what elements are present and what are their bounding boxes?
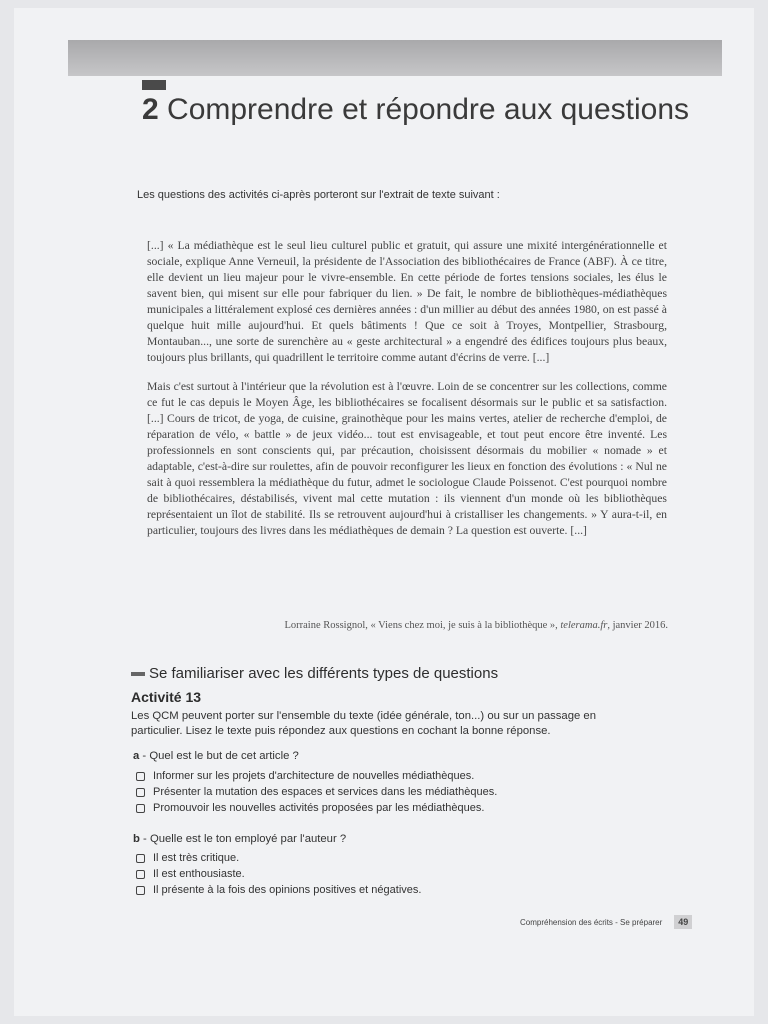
question-a-text: - Quel est le but de cet article ?: [139, 750, 299, 762]
page-footer: [520, 915, 700, 929]
answer-option[interactable]: [136, 784, 656, 800]
checkbox-icon[interactable]: [136, 886, 145, 895]
answer-option[interactable]: [136, 850, 656, 866]
checkbox-icon[interactable]: [136, 788, 145, 797]
question-a: [133, 750, 653, 762]
answer-option-label: Il est enthousiaste.: [153, 868, 245, 880]
question-b-options: [136, 850, 656, 898]
footer-section-label: Compréhension des écrits - Se préparer: [520, 917, 663, 927]
checkbox-icon[interactable]: [136, 854, 145, 863]
page-number: 49: [674, 915, 692, 929]
section-title: [142, 92, 702, 128]
checkbox-icon[interactable]: [136, 772, 145, 781]
answer-option[interactable]: [136, 866, 656, 882]
activity-title: Activité 13: [131, 689, 202, 705]
text-excerpt: [147, 238, 667, 552]
answer-option-label: Promouvoir les nouvelles activités proposées par les médiathèques.: [153, 802, 485, 814]
source-date: , janvier 2016.: [607, 620, 668, 631]
answer-option-label: Informer sur les projets d'architecture de nouvelles médiathèques.: [153, 770, 475, 782]
section-title-text: Comprendre et répondre aux questions: [167, 93, 690, 126]
header-band: [68, 40, 722, 76]
answer-option-label: Il présente à la fois des opinions positives et négatives.: [153, 884, 422, 896]
excerpt-paragraph-1: [...] « La médiathèque est le seul lieu culturel public et gratuit, qui assure une mixité intergénérationnelle et sociale, explique Anne Verneuil, la présidente de l'Association des bibliothécaires de France (ABF). À ce titre, elle devient un lieu majeur pour le vivre-ensemble. En cette période de fortes tensions sociales, les élus le savent bien, qui misent sur elle pour fabriquer du lien. » De fait, le nombre de bibliothèques-médiathèques municipales a littéralement explosé ces dernières années : d'un millier au début des années 1980, on est passé à quelque huit mille aujourd'hui. Et quels bâtiments ! Que ce soit à Troyes, Montpellier, Strasbourg, Montauban..., une sorte de surenchère au « geste architectural » a engendré des édifices toujours plus beaux, toujours plus brillants, qui quadrillent le territoire comme autant d'écrins de verre. [...]: [147, 239, 667, 364]
answer-option[interactable]: [136, 882, 656, 898]
subsection-title: Se familiariser avec les différents types de questions: [149, 665, 499, 682]
question-a-options: [136, 768, 656, 816]
intro-text: Les questions des activités ci-après porteront sur l'extrait de texte suivant :: [137, 189, 500, 201]
subsection-marker-icon: [131, 672, 145, 676]
source-site: telerama.fr: [560, 620, 608, 631]
activity-instructions: Les QCM peuvent porter sur l'ensemble du texte (idée générale, ton...) ou sur un passage en particulier. Lisez le texte puis répondez aux questions en cochant la bonne réponse.: [131, 710, 596, 737]
section-number: 2: [142, 93, 159, 126]
answer-option-label: Il est très critique.: [153, 852, 240, 864]
checkbox-icon[interactable]: [136, 804, 145, 813]
answer-option[interactable]: [136, 800, 656, 816]
question-a-letter: a: [133, 750, 140, 762]
answer-option[interactable]: [136, 768, 656, 784]
checkbox-icon[interactable]: [136, 870, 145, 879]
excerpt-source: [210, 620, 668, 631]
section-marker: [142, 80, 166, 90]
answer-option-label: Présenter la mutation des espaces et services dans les médiathèques.: [153, 786, 498, 798]
question-b: [133, 833, 653, 845]
question-b-letter: b: [133, 833, 140, 845]
source-author-title: Lorraine Rossignol, « Viens chez moi, je suis à la bibliothèque »,: [284, 620, 561, 631]
question-b-text: - Quelle est le ton employé par l'auteur ?: [139, 833, 347, 845]
excerpt-paragraph-2: Mais c'est surtout à l'intérieur que la révolution est à l'œuvre. Loin de se concentrer sur les collections, comme ce fut le cas depuis le Moyen Âge, les bibliothécaires se focalisent désormais sur le public et sa satisfaction. [...] Cours de tricot, de yoga, de cuisine, grainothèque pour les mains vertes, atelier de recherche d'emploi, de réparation de vélo, « battle » de jeux vidéo... tout est envisageable, et tout peut encore être inventé. Les professionnels en sont conscients qui, par précaution, choisissent désormais du mobilier « nomade » et adaptable, c'est-à-dire sur roulettes, afin de pouvoir reconfigurer les lieux en fonction des évolutions : « Nul ne sait à quoi ressemblera la médiathèque du futur, admet le sociologue Claude Poissenot. C'est pourquoi nombre de bibliothécaires, déstabilisés, vivent mal cette mutation : ils viennent d'un monde où les bibliothèques représentaient un îlot de stabilité. Ils se retrouvent aujourd'hui à cristalliser les changements. » Y aura-t-il, en particulier, toujours des livres dans les médiathèques de demain ? La question est ouverte. [...]: [147, 380, 667, 537]
subsection-heading: [131, 665, 691, 682]
